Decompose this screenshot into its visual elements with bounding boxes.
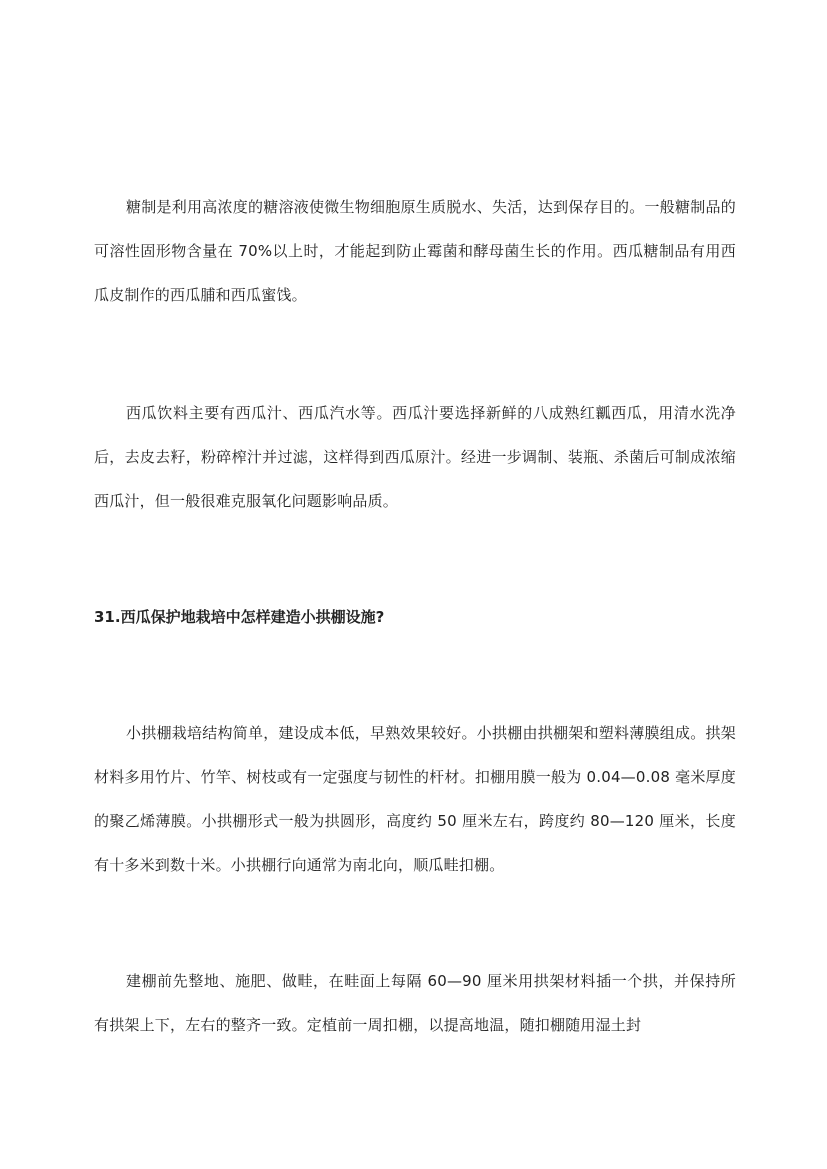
paragraph-candied-products: 糖制是利用高浓度的糖溶液使微生物细胞原生质脱水、失活，达到保存目的。一般糖制品的可溶性固形物含量在 70%以上时，才能起到防止霉菌和酵母菌生长的作用。西瓜糖制品有用西瓜皮制作的西瓜脯和西瓜蜜饯。: [94, 198, 736, 304]
paragraph-building-shed: 建棚前先整地、施肥、做畦，在畦面上每隔 60—90 厘米用拱架材料插一个拱，并保持所有拱架上下，左右的整齐一致。定植前一周扣棚，以提高地温，随扣棚随用湿土封: [94, 972, 736, 1034]
paragraph-beverages: 西瓜饮料主要有西瓜汁、西瓜汽水等。西瓜汁要选择新鲜的八成熟红瓤西瓜，用清水洗净后，去皮去籽，粉碎榨汁并过滤，这样得到西瓜原汁。经进一步调制、装瓶、杀菌后可制成浓缩西瓜汁，但一般很难克服氧化问题影响品质。: [94, 404, 736, 510]
section-heading: 31.西瓜保护地栽培中怎样建造小拱棚设施?: [94, 608, 385, 626]
paragraph-small-arch-shed: 小拱棚栽培结构简单，建设成本低，早熟效果较好。小拱棚由拱棚架和塑料薄膜组成。拱架材料多用竹片、竹竿、树枝或有一定强度与韧性的杆材。扣棚用膜一般为 0.04—0.08 毫米厚度的聚乙烯薄膜。小拱棚形式一般为拱圆形，高度约 50 厘米左右，跨度约 80—120 厘米，长度有十多米到数十米。小拱棚行向通常为南北向，顺瓜畦扣棚。: [94, 724, 736, 874]
